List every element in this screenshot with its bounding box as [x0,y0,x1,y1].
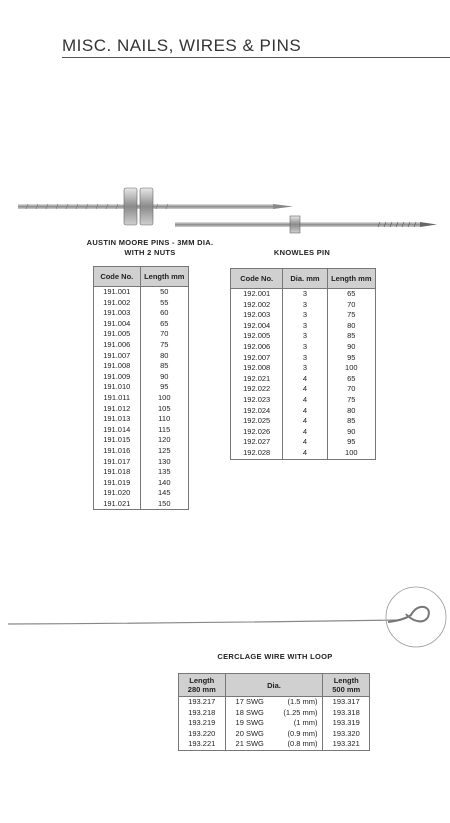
austin-moore-table-body [94,287,189,510]
page-title: MISC. NAILS, WIRES & PINS [62,36,302,55]
table-row [94,361,189,372]
cell-length: 75 [140,340,188,351]
cell-code: 192.002 [231,300,283,311]
cell-code: 191.021 [94,499,141,510]
header-dia: Dia. mm [283,269,327,289]
cerclage-wire-image [6,584,450,656]
cell-code-280: 193.221 [179,739,226,750]
cell-mm: (1.25 mm) [283,707,318,717]
cell-code: 192.028 [231,448,283,459]
cell-length: 60 [140,308,188,319]
cell-code: 192.023 [231,395,283,406]
cell-length: 80 [327,321,375,332]
austin-moore-table [93,266,189,510]
table-row [231,331,376,342]
cell-code: 191.002 [94,298,141,309]
cell-length: 95 [140,382,188,393]
cell-dia: 3 [283,310,327,321]
cell-code-500: 193.320 [323,729,370,740]
header-length-280-line2: 280 mm [187,685,216,694]
header-code: Code No. [231,269,283,289]
cerclage-table-body [179,697,370,751]
cell-length: 130 [140,457,188,468]
cell-code: 191.009 [94,372,141,383]
cell-length: 70 [327,384,375,395]
cell-length: 65 [327,289,375,300]
cell-length: 90 [327,427,375,438]
cell-length: 120 [140,435,188,446]
cerclage-table [178,673,370,751]
cell-code: 191.007 [94,351,141,362]
cell-length: 135 [140,467,188,478]
table-row [94,298,189,309]
table-row [94,478,189,489]
table-row [94,351,189,362]
table-row [231,395,376,406]
title-divider [62,57,450,58]
table-row [231,416,376,427]
cell-code: 191.014 [94,425,141,436]
header-length: Length mm [140,267,188,287]
cell-dia [225,729,323,740]
table-row [94,457,189,468]
cell-length: 140 [140,478,188,489]
cell-code: 192.001 [231,289,283,300]
cell-length: 85 [327,416,375,427]
table-row [179,697,370,708]
cell-length: 70 [140,329,188,340]
cell-swg: 17 SWG [235,697,264,706]
header-length-280-line1: Length [189,676,215,685]
cell-dia: 3 [283,300,327,311]
table-row [94,404,189,415]
cell-code-500: 193.319 [323,718,370,729]
cell-dia: 3 [283,363,327,374]
cell-dia [225,718,323,729]
table-row [94,488,189,499]
cell-length: 95 [327,437,375,448]
table-row [94,372,189,383]
cell-code: 191.018 [94,467,141,478]
cell-length: 100 [140,393,188,404]
cell-length: 110 [140,414,188,425]
cell-dia: 4 [283,437,327,448]
cell-length: 55 [140,298,188,309]
table-row [94,393,189,404]
header-length-500-line1: Length [333,676,359,685]
cell-code: 192.008 [231,363,283,374]
cell-code: 191.011 [94,393,141,404]
cell-dia: 3 [283,331,327,342]
cell-length: 65 [327,374,375,385]
cell-code-500: 193.318 [323,708,370,719]
table-row [94,382,189,393]
cell-dia: 3 [283,342,327,353]
cell-code: 192.004 [231,321,283,332]
cell-length: 75 [327,395,375,406]
table-row [231,363,376,374]
table-row [94,329,189,340]
knowles-table-body [231,289,376,460]
cell-mm: (0.8 mm) [287,739,318,748]
cell-code-500: 193.317 [323,697,370,708]
cell-code-280: 193.220 [179,729,226,740]
header-length-500 [323,674,370,697]
table-row [231,289,376,300]
cell-code: 191.020 [94,488,141,499]
cell-code: 191.004 [94,319,141,330]
cell-code: 192.027 [231,437,283,448]
cell-code: 192.006 [231,342,283,353]
cell-code-280: 193.218 [179,708,226,719]
cell-code: 191.013 [94,414,141,425]
cell-mm: (1 mm) [293,718,318,727]
cell-dia: 4 [283,427,327,438]
table-row [179,708,370,719]
cell-swg: 20 SWG [235,728,264,738]
header-dia: Dia. [225,674,323,697]
cell-mm: (1.5 mm) [287,697,318,706]
table-row [94,499,189,510]
cell-code: 191.006 [94,340,141,351]
table-row [231,321,376,332]
austin-moore-caption-line1: AUSTIN MOORE PINS - 3MM DIA. [86,238,214,247]
cell-length: 90 [327,342,375,353]
cell-dia: 4 [283,384,327,395]
cell-dia: 4 [283,416,327,427]
cell-code: 191.010 [94,382,141,393]
cell-length: 85 [327,331,375,342]
cell-swg: 21 SWG [235,739,264,748]
table-row [94,287,189,298]
header-code: Code No. [94,267,141,287]
table-row [179,729,370,740]
cell-length: 80 [140,351,188,362]
cell-code: 192.007 [231,353,283,364]
cell-swg: 18 SWG [235,707,264,717]
cell-code: 191.019 [94,478,141,489]
cell-code: 191.015 [94,435,141,446]
table-row [94,340,189,351]
cell-dia: 3 [283,321,327,332]
table-row [231,310,376,321]
cell-dia: 4 [283,406,327,417]
header-length: Length mm [327,269,375,289]
table-row [231,300,376,311]
knowles-caption: KNOWLES PIN [273,248,331,257]
cell-length: 100 [327,448,375,459]
cell-mm: (0.9 mm) [287,728,318,738]
table-row [94,414,189,425]
table-row [94,425,189,436]
table-row [231,342,376,353]
table-row [94,319,189,330]
cell-dia: 4 [283,395,327,406]
cell-length: 75 [327,310,375,321]
cell-length: 105 [140,404,188,415]
cell-code: 191.016 [94,446,141,457]
cell-dia: 3 [283,353,327,364]
table-row [179,739,370,750]
cell-length: 80 [327,406,375,417]
cell-code: 191.012 [94,404,141,415]
table-row [231,448,376,459]
cell-swg: 19 SWG [235,718,264,727]
cell-code-280: 193.217 [179,697,226,708]
cell-length: 85 [140,361,188,372]
table-row [231,353,376,364]
cell-code: 191.008 [94,361,141,372]
cell-dia [225,708,323,719]
cell-code: 192.005 [231,331,283,342]
table-row [94,467,189,478]
table-row [94,446,189,457]
knowles-table [230,268,376,460]
table-row [231,406,376,417]
cell-dia: 4 [283,448,327,459]
cell-code: 192.021 [231,374,283,385]
table-row [179,718,370,729]
cell-dia [225,739,323,750]
cerclage-caption: CERCLAGE WIRE WITH LOOP [217,652,333,661]
table-row [94,435,189,446]
cell-code: 192.022 [231,384,283,395]
cell-length: 125 [140,446,188,457]
table-row [231,374,376,385]
cell-code: 192.026 [231,427,283,438]
cell-length: 70 [327,300,375,311]
cell-length: 100 [327,363,375,374]
table-row [231,437,376,448]
cell-dia: 3 [283,289,327,300]
cell-code: 192.024 [231,406,283,417]
cell-length: 115 [140,425,188,436]
cell-code: 192.003 [231,310,283,321]
table-row [231,384,376,395]
header-length-500-line2: 500 mm [332,685,361,694]
cell-length: 150 [140,499,188,510]
cell-length: 65 [140,319,188,330]
austin-moore-caption [60,238,240,258]
knowles-pin-image [175,214,437,236]
cell-length: 95 [327,353,375,364]
cell-code-500: 193.321 [323,739,370,750]
table-row [94,308,189,319]
cell-dia [225,697,323,708]
cell-code: 191.001 [94,287,141,298]
cell-code: 191.003 [94,308,141,319]
table-row [231,427,376,438]
austin-moore-caption-line2: WITH 2 NUTS [124,248,176,257]
cell-code-280: 193.219 [179,718,226,729]
cell-length: 145 [140,488,188,499]
cell-code: 191.005 [94,329,141,340]
cell-length: 50 [140,287,188,298]
header-length-280 [179,674,226,697]
cell-dia: 4 [283,374,327,385]
cell-code: 192.025 [231,416,283,427]
cell-length: 90 [140,372,188,383]
cell-code: 191.017 [94,457,141,468]
